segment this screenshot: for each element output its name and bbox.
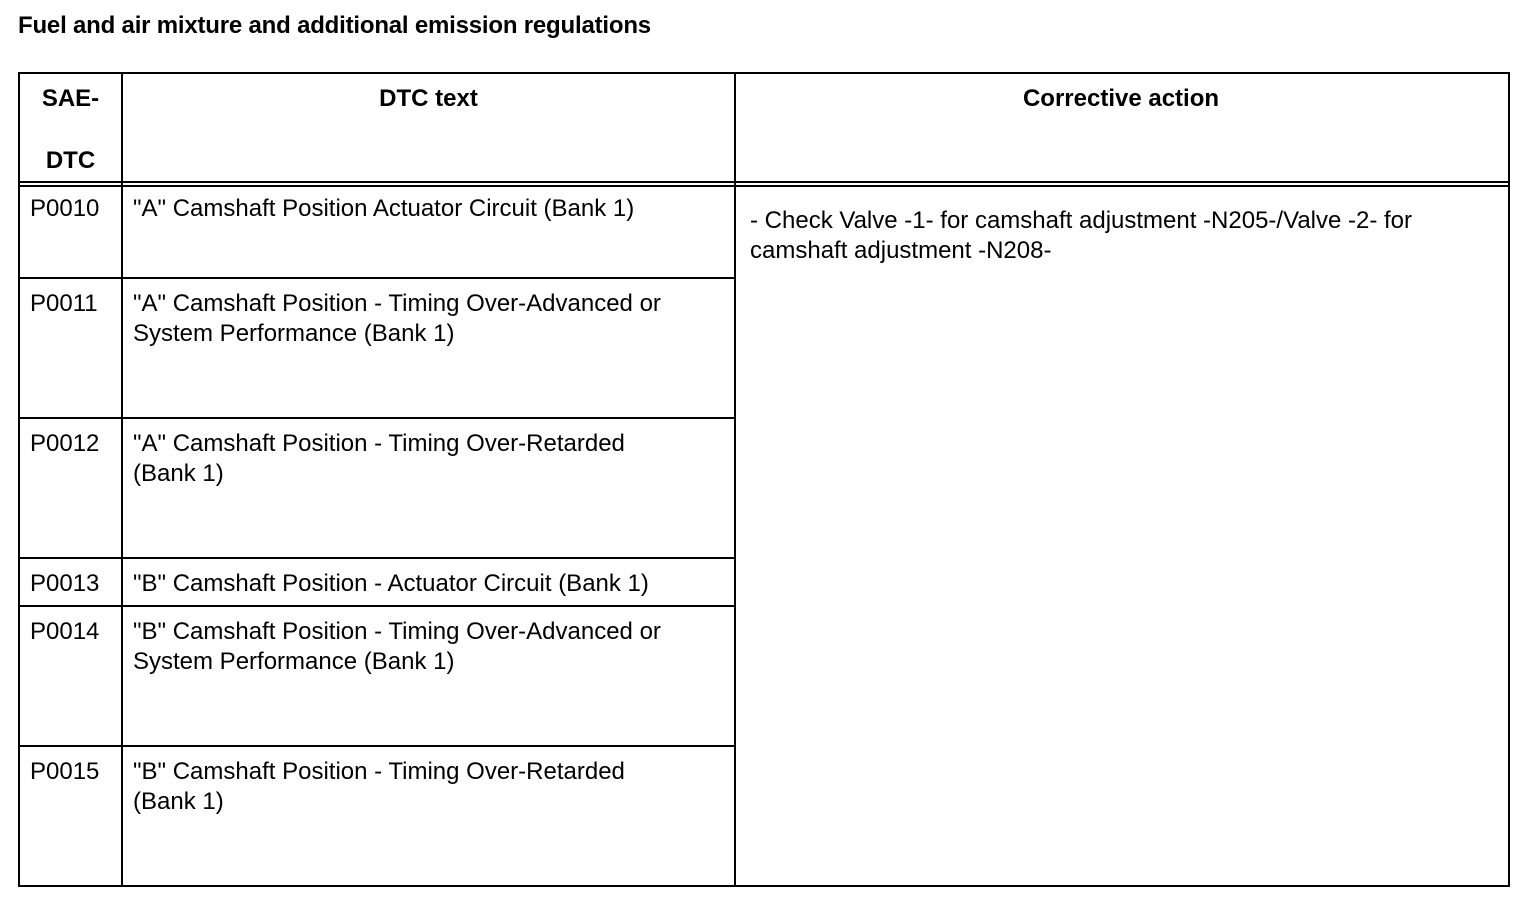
row-divider — [20, 745, 736, 747]
dtc-code: P0012 — [30, 430, 100, 457]
dtc-text: "B" Camshaft Position - Actuator Circuit (Bank 1) — [133, 570, 649, 597]
dtc-text: "A" Camshaft Position Actuator Circuit (Bank 1) — [133, 195, 635, 222]
row-divider — [20, 417, 736, 419]
column-divider — [121, 74, 123, 885]
column-divider — [734, 74, 736, 885]
dtc-text: "A" Camshaft Position - Timing Over-Retarded (Bank 1) — [133, 430, 625, 487]
row-divider — [20, 605, 736, 607]
header-sae-dtc — [20, 84, 121, 176]
dtc-text: "B" Camshaft Position - Timing Over-Advanced or System Performance (Bank 1) — [133, 618, 661, 675]
dtc-code: P0015 — [30, 758, 100, 785]
dtc-text: "A" Camshaft Position - Timing Over-Advanced or System Performance (Bank 1) — [133, 290, 661, 347]
header-sae-dtc-line2: DTC — [45, 147, 96, 174]
dtc-table — [18, 72, 1510, 887]
corrective-action-text: - Check Valve -1- for camshaft adjustment -N205-/Valve -2- for camshaft adjustment -N208- — [750, 207, 1413, 264]
page-title: Fuel and air mixture and additional emission regulations — [18, 12, 651, 39]
header-divider — [20, 185, 1508, 187]
header-corrective-action: Corrective action — [1022, 85, 1220, 112]
header-divider — [20, 181, 1508, 183]
header-sae-dtc-line1: SAE- — [41, 85, 100, 112]
row-divider — [20, 557, 736, 559]
dtc-code: P0013 — [30, 570, 100, 597]
dtc-text: "B" Camshaft Position - Timing Over-Retarded (Bank 1) — [133, 758, 625, 815]
row-divider — [20, 277, 736, 279]
dtc-code: P0011 — [30, 290, 98, 317]
dtc-code: P0014 — [30, 618, 100, 645]
dtc-code: P0010 — [30, 195, 100, 222]
header-dtc-text: DTC text — [379, 85, 478, 112]
